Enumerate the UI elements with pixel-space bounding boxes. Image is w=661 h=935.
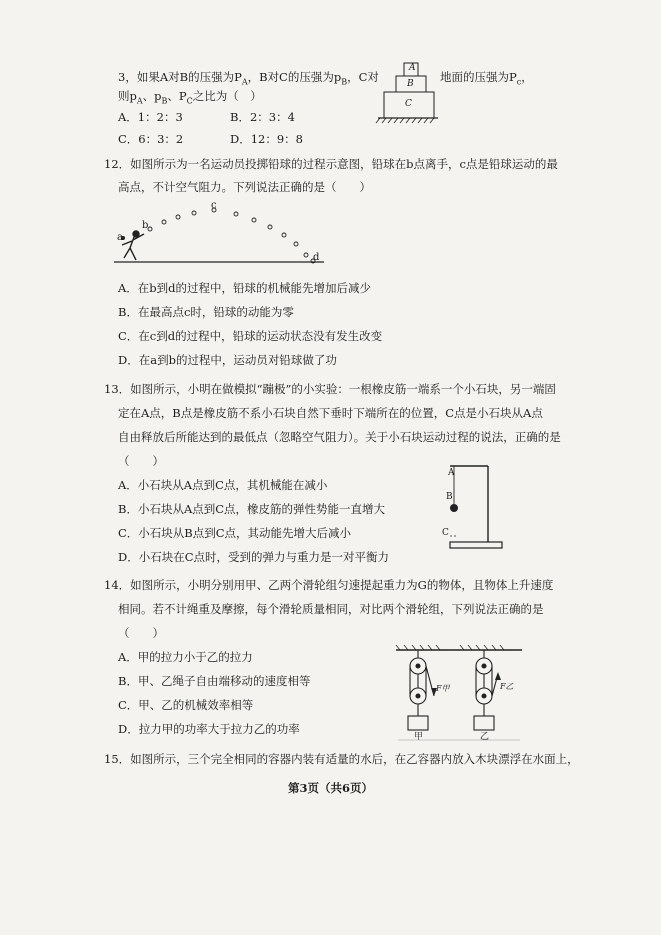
q13-stem-line3: 自由释放后所能达到的最低点（忽略空气阻力）。关于小石块运动过程的说法，正确的是 bbox=[118, 430, 561, 444]
q3-line1: 3，如果A对B的压强为$P_A$，B对C的压强为$p_B$，C对 bbox=[118, 70, 379, 87]
stone bbox=[450, 504, 458, 512]
pulley-system-yi bbox=[474, 650, 498, 730]
q13-option-a: A．小石块从A点到C点，其机械能在减小 bbox=[118, 478, 328, 492]
q3-stacked-blocks-figure bbox=[376, 60, 438, 128]
q14-stem-line2: 相同。若不计绳重及摩擦，每个滑轮质量相同，对比两个滑轮组，下列说法正确的是 bbox=[118, 602, 544, 616]
q13-option-d: D．小石块在C点时，受到的弹力与重力是一对平衡力 bbox=[118, 550, 390, 564]
q14-pulley-systems-figure bbox=[394, 644, 524, 746]
q14-label-jia: 甲 bbox=[414, 732, 424, 742]
block-c-label: C bbox=[405, 99, 412, 109]
q14-label-f-jia: F甲 bbox=[436, 684, 450, 693]
athlete-icon bbox=[122, 231, 144, 260]
page-footer: 第3页（共6页） bbox=[287, 781, 373, 795]
q14-option-c: C．甲、乙的机械效率相等 bbox=[118, 698, 254, 712]
q13-option-b: B．小石块从A点到C点，橡皮筋的弹性势能一直增大 bbox=[118, 502, 386, 516]
q3-line2: 则$p_A$、$p_B$、$P_C$之比为（ ） bbox=[118, 89, 262, 106]
q3-option-d: D．12：9：8 bbox=[230, 132, 303, 146]
pulley-system-jia bbox=[408, 650, 434, 730]
block-b-label: B bbox=[407, 79, 414, 89]
q12-label-b: b bbox=[142, 220, 149, 231]
block-a-label: A bbox=[409, 63, 416, 73]
q12-shot-put-figure bbox=[110, 200, 330, 270]
q3-option-a: A．1：2：3 bbox=[118, 110, 183, 124]
q12-stem-line1: 12．如图所示为一名运动员投掷铅球的过程示意图，铅球在b点离手，c点是铅球运动的最 bbox=[104, 157, 558, 171]
q12-option-c: C．在c到d的过程中，铅球的运动状态没有发生改变 bbox=[118, 329, 383, 343]
q13-label-a: A bbox=[448, 468, 455, 478]
q12-stem-line2: 高点，不计空气阻力。下列说法正确的是（ ） bbox=[118, 180, 371, 194]
q12-option-b: B．在最高点c时，铅球的动能为零 bbox=[118, 305, 294, 319]
q13-option-c: C．小石块从B点到C点，其动能先增大后减小 bbox=[118, 526, 352, 540]
q15-stem-line1: 15．如图所示，三个完全相同的容器内装有适量的水后，在乙容器内放入木块漂浮在水面上， bbox=[104, 752, 579, 766]
q14-option-d: D．拉力甲的功率大于拉力乙的功率 bbox=[118, 722, 300, 736]
q12-label-d: d bbox=[313, 252, 320, 263]
stand-base bbox=[450, 542, 502, 548]
q14-stem-line1: 14．如图所示，小明分别用甲、乙两个滑轮组匀速提起重力为G的物体，且物体上升速度 bbox=[104, 578, 554, 592]
trajectory-dots bbox=[148, 208, 315, 263]
q13-stem-line2: 定在A点，B点是橡皮筋不系小石块自然下垂时下端所在的位置，C点是小石块从A点 bbox=[118, 406, 543, 420]
q3-option-c: C．6：3：2 bbox=[118, 132, 184, 146]
q12-label-a: a bbox=[117, 232, 123, 243]
q14-option-b: B．甲、乙绳子自由端移动的速度相等 bbox=[118, 674, 311, 688]
q14-label-f-yi: F乙 bbox=[500, 682, 514, 691]
q13-stem-line4: （ ） bbox=[118, 454, 164, 468]
q13-label-b: B bbox=[446, 492, 453, 502]
q13-stem-line1: 13．如图所示，小明在做模拟“蹦极”的小实验：一根橡皮筋一端系一个小石块，另一端固 bbox=[104, 382, 556, 396]
q14-label-yi: 乙 bbox=[480, 732, 490, 742]
q14-stem-line3: （ ） bbox=[118, 626, 164, 640]
q13-bungee-stand-figure bbox=[430, 458, 520, 553]
q12-option-d: D．在a到b的过程中，运动员对铅球做了功 bbox=[118, 353, 337, 367]
q12-label-c: c bbox=[211, 200, 217, 211]
q3-line1-right: 地面的压强为$P_c$， bbox=[440, 70, 533, 87]
q3-option-b: B．2：3：4 bbox=[230, 110, 295, 124]
q12-option-a: A．在b到d的过程中，铅球的机械能先增加后减少 bbox=[118, 281, 372, 295]
q14-option-a: A．甲的拉力小于乙的拉力 bbox=[118, 650, 253, 664]
q13-label-c: C bbox=[442, 528, 449, 538]
